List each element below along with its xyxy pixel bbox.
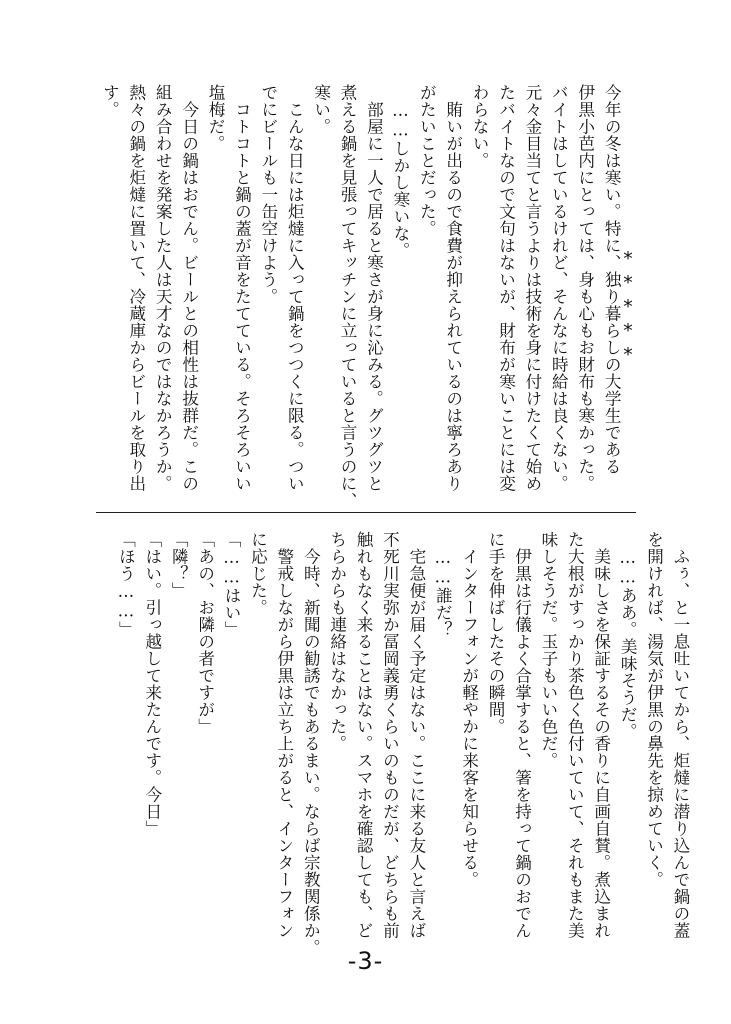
text-line: 伊黒は行儀よく合掌すると、箸を持って鍋のおでん [512, 531, 532, 939]
text-line: に応じた。 [248, 531, 268, 616]
text-line: でにビールも一缶空けよう。 [258, 84, 278, 305]
text-line: 不死川実弥か冨岡義勇くらいのものだが、どちらも前 [380, 531, 400, 939]
text-line: 今日の鍋はおでん。ビールとの相性は抜群だ。この [179, 84, 199, 492]
text-line: たバイトなので文句はないが、財布が寒いことには変 [496, 84, 516, 492]
text-line: 今時、新聞の勧誘でもあるまい。ならば宗教関係か。 [301, 531, 321, 956]
text-line: 味しそうだ。玉子もいい色だ。 [538, 531, 558, 769]
text-line: 「あの、お隣の者ですが」 [195, 531, 215, 735]
text-line: バイトはしているけれど、そんなに時給は良くない。 [549, 84, 569, 492]
text-line: がたいことだった。 [417, 84, 437, 237]
text-line: わらない。 [470, 84, 490, 169]
text-line: インターフォンが軽やかに来客を知らせる。 [459, 531, 479, 888]
text-line: ちらからも連絡はなかった。 [327, 531, 347, 752]
text-line: す。 [100, 84, 120, 118]
text-line: 宅急便が届く予定はない。ここに来る友人と言えば [406, 531, 426, 939]
text-line: 塩梅だ。 [206, 84, 226, 152]
text-line: 熱々の鍋を炬燵に置いて、冷蔵庫からビールを取り出 [126, 84, 146, 492]
text-line: に手を伸ばしたその瞬間。 [486, 531, 506, 735]
text-line: 「……はい」 [222, 531, 242, 638]
section-break-marker: ***** [617, 248, 639, 368]
text-line: 「隣？」 [169, 531, 189, 599]
text-line: 部屋に一人で居ると寒さが身に沁みる。グツグツと [364, 84, 384, 492]
text-line: ……誰だ？ [433, 531, 453, 638]
text-line: 「はい。引っ越して来たんです。今日」 [142, 531, 162, 837]
text-line: 美味しさを保証するその香りに自画自賛。煮込まれ [591, 531, 611, 939]
text-line: ふぅ、と一息吐いてから、炬燵に潜り込んで鍋の蓋 [670, 531, 690, 939]
text-line: 煮える鍋を見張ってキッチンに立っていると言うのに、 [338, 84, 358, 509]
text-line: 警戒しながら伊黒は立ち上がると、インターフォン [274, 531, 294, 939]
text-line: コトコトと鍋の蓋が音をたてている。そろそろいい [232, 84, 252, 492]
text-line: こんな日には炬燵に入って鍋をつつくに限る。つい [285, 84, 305, 492]
text-line: 今年の冬は寒い。特に、独り暮らしの大学生である [602, 84, 622, 475]
text-line: を開ければ、湯気が伊黒の鼻先を掠めていく。 [644, 531, 664, 888]
text-line: 元々金目当てと言うよりは技術を身に付けたくて始め [522, 84, 542, 492]
text-line: ……しかし寒いな。 [390, 84, 410, 259]
upper-text-block [96, 84, 624, 509]
lower-text-block [112, 531, 693, 956]
page-divider [96, 512, 636, 513]
text-line: 賄いが出るので食費が抑えられているのは寧ろあり [443, 84, 463, 492]
text-line: 触れもなく来ることはない。スマホを確認しても、ど [354, 531, 374, 939]
text-line: 伊黒小芭内にとっては、身も心もお財布も寒かった。 [575, 84, 595, 492]
text-line: ……ああ。美味そうだ。 [618, 531, 638, 740]
text-line: 「ほう……」 [116, 531, 136, 638]
page-number: -3- [347, 947, 384, 975]
text-line: 組み合わせを発案した人は天才なのではなかろうか。 [153, 84, 173, 492]
text-line: た大根がすっかり茶色く色付いていて、それもまた美 [565, 531, 585, 939]
text-line: 寒い。 [311, 84, 331, 135]
